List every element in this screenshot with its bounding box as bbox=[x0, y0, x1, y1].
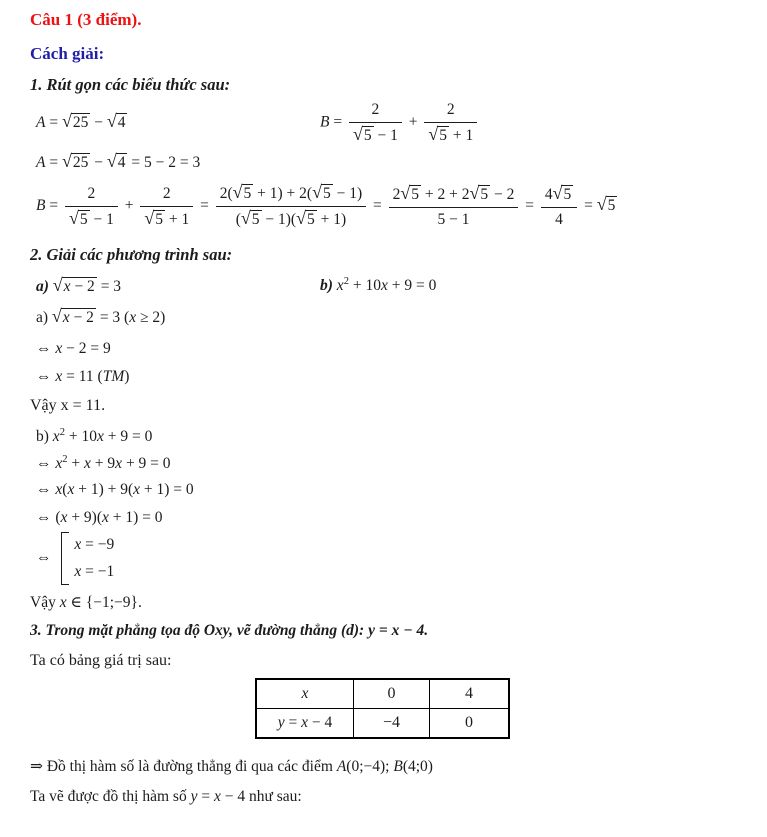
math-run: = bbox=[521, 197, 538, 215]
sqrt-radical bbox=[233, 183, 254, 202]
radicand bbox=[242, 184, 254, 202]
math-run: x bbox=[213, 788, 221, 806]
numerator bbox=[541, 184, 577, 208]
radicand bbox=[61, 308, 96, 326]
sqrt-radical bbox=[241, 209, 262, 228]
denominator bbox=[349, 123, 402, 146]
math-run: ≥ 2) bbox=[136, 308, 166, 326]
math-run: ⇔ bbox=[36, 548, 56, 566]
simplify-a-line bbox=[36, 152, 737, 173]
math-run: + 1) + 2( bbox=[253, 185, 313, 203]
table-cell-y-label bbox=[256, 709, 354, 739]
math-run: x bbox=[129, 308, 137, 326]
part1-expressions-row bbox=[36, 100, 737, 146]
math-run: 2 bbox=[162, 184, 171, 202]
math-run: + 10 bbox=[348, 277, 381, 295]
math-run: 5 bbox=[306, 211, 315, 229]
math-run: − 1) bbox=[332, 185, 363, 203]
math-run: B bbox=[320, 113, 330, 131]
fraction bbox=[140, 184, 193, 230]
math-run: 25 bbox=[72, 153, 89, 171]
math-run: 5 − 1 bbox=[437, 210, 470, 228]
math-run: . bbox=[424, 622, 429, 640]
math-run: − bbox=[90, 114, 107, 132]
math-run: = bbox=[329, 113, 346, 131]
sqrt-radical bbox=[296, 209, 317, 228]
math-run: x bbox=[62, 308, 70, 326]
math-run: a) bbox=[36, 277, 53, 295]
radicand bbox=[116, 113, 128, 131]
math-run: 25 bbox=[72, 114, 89, 132]
math-run: ) bbox=[124, 368, 130, 386]
part1-heading: 1. Rút gọn các biểu thức sau: bbox=[30, 75, 231, 95]
sqrt-radical bbox=[62, 112, 90, 131]
math-run: x bbox=[59, 593, 67, 611]
math-run: = −9 bbox=[81, 535, 115, 553]
math-run: + 1) + 9( bbox=[74, 481, 134, 499]
sqrt-radical bbox=[553, 184, 574, 203]
math-run: = 3 ( bbox=[95, 308, 130, 326]
math-run: 5 bbox=[480, 185, 489, 203]
table-row-x bbox=[256, 679, 509, 709]
math-run: x bbox=[301, 684, 309, 702]
sqrt-radical bbox=[469, 184, 490, 203]
simplify-b-line bbox=[36, 183, 737, 230]
denominator bbox=[65, 207, 118, 230]
math-run: 5 bbox=[439, 126, 447, 144]
sqrt-radical bbox=[400, 184, 421, 203]
step-a-condition bbox=[36, 307, 737, 328]
math-run: 2 bbox=[392, 185, 401, 203]
math-run: + 1) = 0 bbox=[140, 481, 194, 499]
math-run: + 9 bbox=[90, 455, 116, 473]
math-run: = bbox=[197, 788, 214, 806]
sqrt-radical bbox=[597, 195, 618, 214]
question-title: Câu 1 (3 điểm). bbox=[30, 10, 142, 29]
radicand bbox=[71, 113, 91, 131]
math-run: TM bbox=[102, 368, 125, 386]
math-run: + 1) bbox=[316, 211, 347, 229]
math-run: ∈ {−1;−9}. bbox=[66, 593, 142, 611]
math-run: x bbox=[55, 368, 63, 386]
math-run: 5 bbox=[251, 211, 260, 229]
math-run: ⇔ bbox=[36, 481, 56, 499]
math-run: B bbox=[393, 758, 403, 776]
table-cell-y-value-2: 0 bbox=[430, 709, 510, 739]
math-run: x bbox=[63, 277, 71, 295]
expression-b bbox=[320, 100, 480, 146]
denominator bbox=[424, 123, 477, 146]
math-run: 5 bbox=[243, 185, 252, 203]
math-run: 2 bbox=[446, 100, 455, 118]
math-run: − 2 bbox=[69, 308, 94, 326]
math-run: + 2 + 2 bbox=[420, 185, 470, 203]
fraction bbox=[349, 100, 402, 146]
math-run: x bbox=[133, 481, 141, 499]
radicand bbox=[153, 210, 165, 228]
math-run: + 1) = 0 bbox=[108, 508, 163, 526]
math-run: y bbox=[277, 713, 285, 731]
math-run: + 9 = 0 bbox=[122, 455, 171, 473]
sqrt-radical bbox=[353, 125, 374, 144]
fraction bbox=[65, 184, 118, 230]
math-run: x bbox=[84, 455, 91, 473]
math-run: 5 bbox=[563, 185, 572, 203]
math-run: = bbox=[45, 114, 62, 132]
fraction bbox=[424, 100, 477, 146]
math-run: Ta vẽ được đồ thị hàm số bbox=[30, 788, 191, 806]
radicand bbox=[321, 184, 333, 202]
math-run: Vậy bbox=[30, 593, 60, 611]
math-run: 2 bbox=[343, 276, 349, 288]
math-run: + bbox=[67, 455, 85, 473]
math-run: y bbox=[368, 622, 375, 640]
step-b-2 bbox=[36, 480, 737, 500]
math-run: ⇔ ( bbox=[36, 508, 61, 526]
case-row bbox=[74, 562, 114, 582]
conclusion-a: Vậy x = 11. bbox=[30, 397, 106, 415]
numerator bbox=[140, 184, 193, 207]
expression-a bbox=[36, 112, 320, 133]
denominator bbox=[541, 208, 577, 230]
math-run: 4 bbox=[544, 185, 553, 203]
step-b-3 bbox=[36, 508, 737, 528]
math-run: − 4 như sau: bbox=[220, 788, 302, 806]
math-run: + 1 bbox=[448, 126, 474, 144]
math-run: x bbox=[67, 481, 75, 499]
table-cell-x-label bbox=[256, 679, 354, 709]
math-run: 4 bbox=[117, 114, 126, 132]
sqrt-radical bbox=[107, 152, 128, 171]
step-a-2 bbox=[36, 367, 737, 387]
math-run: 5 bbox=[79, 210, 88, 228]
math-run: ( bbox=[235, 211, 241, 229]
math-run: y bbox=[190, 788, 198, 806]
math-run: + 9)( bbox=[67, 508, 103, 526]
math-run: x bbox=[74, 562, 82, 580]
radicand bbox=[478, 185, 490, 203]
math-run: = bbox=[369, 197, 386, 215]
math-run: = bbox=[196, 197, 213, 215]
math-run: 5 bbox=[363, 126, 372, 144]
graph-deduction bbox=[30, 757, 737, 777]
case-row bbox=[74, 535, 114, 555]
numerator bbox=[65, 184, 118, 207]
math-run: − 1)( bbox=[261, 211, 297, 229]
radicand bbox=[78, 210, 90, 228]
math-run: x bbox=[55, 455, 63, 473]
math-run: 2( bbox=[219, 185, 233, 203]
sqrt-radical bbox=[62, 152, 90, 171]
math-run: A bbox=[36, 153, 46, 171]
radicand bbox=[116, 153, 128, 171]
table-cell-y-value-1: −4 bbox=[354, 709, 430, 739]
math-run: x bbox=[96, 428, 104, 446]
math-run: − 2 bbox=[490, 185, 515, 203]
math-run: 5 bbox=[322, 185, 331, 203]
math-run: x bbox=[380, 277, 388, 295]
numerator bbox=[424, 100, 477, 123]
table-row-y bbox=[256, 709, 509, 739]
math-run: = bbox=[45, 197, 62, 215]
math-run: ⇔ bbox=[36, 340, 56, 358]
numerator bbox=[349, 100, 402, 123]
math-run: = −1 bbox=[81, 562, 115, 580]
sqrt-radical bbox=[144, 209, 165, 228]
sqrt-radical bbox=[53, 276, 97, 295]
math-run: = bbox=[45, 153, 62, 171]
math-run: + 10 bbox=[64, 428, 97, 446]
math-run: ⇔ bbox=[36, 368, 56, 386]
math-run: − 1 bbox=[373, 126, 398, 144]
fraction bbox=[541, 184, 577, 230]
graph-closing bbox=[30, 787, 737, 807]
math-run: 2 bbox=[62, 454, 68, 466]
math-run: = 5 − 2 = 3 bbox=[127, 153, 201, 171]
table-cell-x-value-1: 0 bbox=[354, 679, 430, 709]
math-run: x bbox=[102, 508, 109, 526]
math-run: x bbox=[52, 428, 60, 446]
math-run: = bbox=[580, 197, 597, 215]
radicand bbox=[62, 277, 97, 295]
part2-equations-row bbox=[36, 276, 737, 297]
sqrt-radical bbox=[312, 183, 333, 202]
math-run: x bbox=[60, 508, 68, 526]
radicand bbox=[305, 210, 317, 228]
conclusion-b bbox=[30, 593, 737, 613]
math-run: − 4 bbox=[399, 622, 425, 640]
math-run: (0;−4); bbox=[346, 758, 394, 776]
value-table bbox=[255, 678, 510, 739]
math-run: x bbox=[55, 340, 63, 358]
radicand bbox=[437, 126, 449, 144]
sqrt-radical bbox=[69, 209, 90, 228]
math-run: 4 bbox=[117, 153, 126, 171]
math-run: a) bbox=[36, 308, 52, 326]
math-run: = bbox=[284, 713, 302, 731]
math-run: 5 bbox=[607, 197, 616, 215]
equation-b bbox=[320, 276, 436, 296]
math-run: + 9 = 0 bbox=[103, 428, 153, 446]
sqrt-radical bbox=[52, 307, 96, 326]
math-run: ⇒ Đồ thị hàm số là đường thẳng đi qua các điểm bbox=[30, 758, 337, 776]
math-run: + 1 bbox=[164, 210, 190, 228]
math-run: 4 bbox=[555, 210, 563, 228]
numerator bbox=[389, 184, 519, 208]
math-run: (4;0) bbox=[402, 758, 433, 776]
math-run: x bbox=[301, 713, 309, 731]
math-run: b) bbox=[320, 277, 337, 295]
radicand bbox=[250, 210, 262, 228]
equation-a bbox=[36, 276, 320, 297]
table-intro: Ta có bảng giá trị sau: bbox=[30, 652, 172, 670]
math-run: − 4 bbox=[308, 713, 333, 731]
math-run: A bbox=[36, 114, 46, 132]
math-run: = 3 bbox=[96, 277, 122, 295]
radicand bbox=[362, 126, 374, 144]
step-b-restate bbox=[36, 427, 737, 447]
radicand bbox=[606, 196, 618, 214]
math-run: x bbox=[336, 277, 344, 295]
math-run: A bbox=[336, 758, 347, 776]
part2-heading: 2. Giải các phương trình sau: bbox=[30, 245, 233, 265]
table-cell-x-value-2: 4 bbox=[430, 679, 510, 709]
math-run: x bbox=[74, 535, 82, 553]
sqrt-radical bbox=[107, 112, 128, 131]
numerator bbox=[216, 183, 366, 207]
math-run: − bbox=[90, 153, 107, 171]
math-run: − 2 = 9 bbox=[62, 340, 111, 358]
math-run: x bbox=[55, 481, 63, 499]
part3-heading bbox=[30, 621, 737, 641]
math-run: + 9 = 0 bbox=[387, 277, 437, 295]
radicand bbox=[409, 185, 421, 203]
math-run: + bbox=[120, 197, 138, 215]
math-run: B bbox=[36, 197, 46, 215]
denominator bbox=[140, 207, 193, 230]
solution-label: Cách giải: bbox=[30, 44, 105, 64]
cases-bracket bbox=[61, 532, 114, 585]
radicand bbox=[561, 185, 573, 203]
fraction bbox=[216, 183, 366, 230]
math-run: 2 bbox=[59, 427, 65, 439]
denominator bbox=[389, 208, 519, 230]
fraction bbox=[389, 184, 519, 230]
math-run: = 11 ( bbox=[62, 368, 103, 386]
step-b-cases bbox=[36, 532, 737, 585]
sqrt-radical bbox=[428, 125, 449, 144]
math-run: 5 bbox=[155, 210, 163, 228]
math-run: 2 bbox=[371, 100, 380, 118]
math-run: b) bbox=[36, 428, 53, 446]
step-b-1 bbox=[36, 454, 737, 474]
math-run: 5 bbox=[411, 185, 419, 203]
radicand bbox=[71, 153, 91, 171]
math-run: x bbox=[391, 622, 400, 640]
math-run: x bbox=[115, 455, 123, 473]
math-run: − 1 bbox=[89, 210, 114, 228]
math-run: = bbox=[374, 622, 392, 640]
math-run: ( bbox=[62, 481, 68, 499]
step-a-1 bbox=[36, 339, 737, 359]
math-run: 3. Trong mặt phẳng tọa độ Oxy, vẽ đường thẳng (d): bbox=[30, 622, 369, 640]
math-run: ⇔ bbox=[36, 455, 56, 473]
denominator bbox=[216, 207, 366, 230]
math-run: 2 bbox=[87, 184, 96, 202]
math-run: − 2 bbox=[70, 277, 95, 295]
math-run: + bbox=[404, 113, 422, 131]
